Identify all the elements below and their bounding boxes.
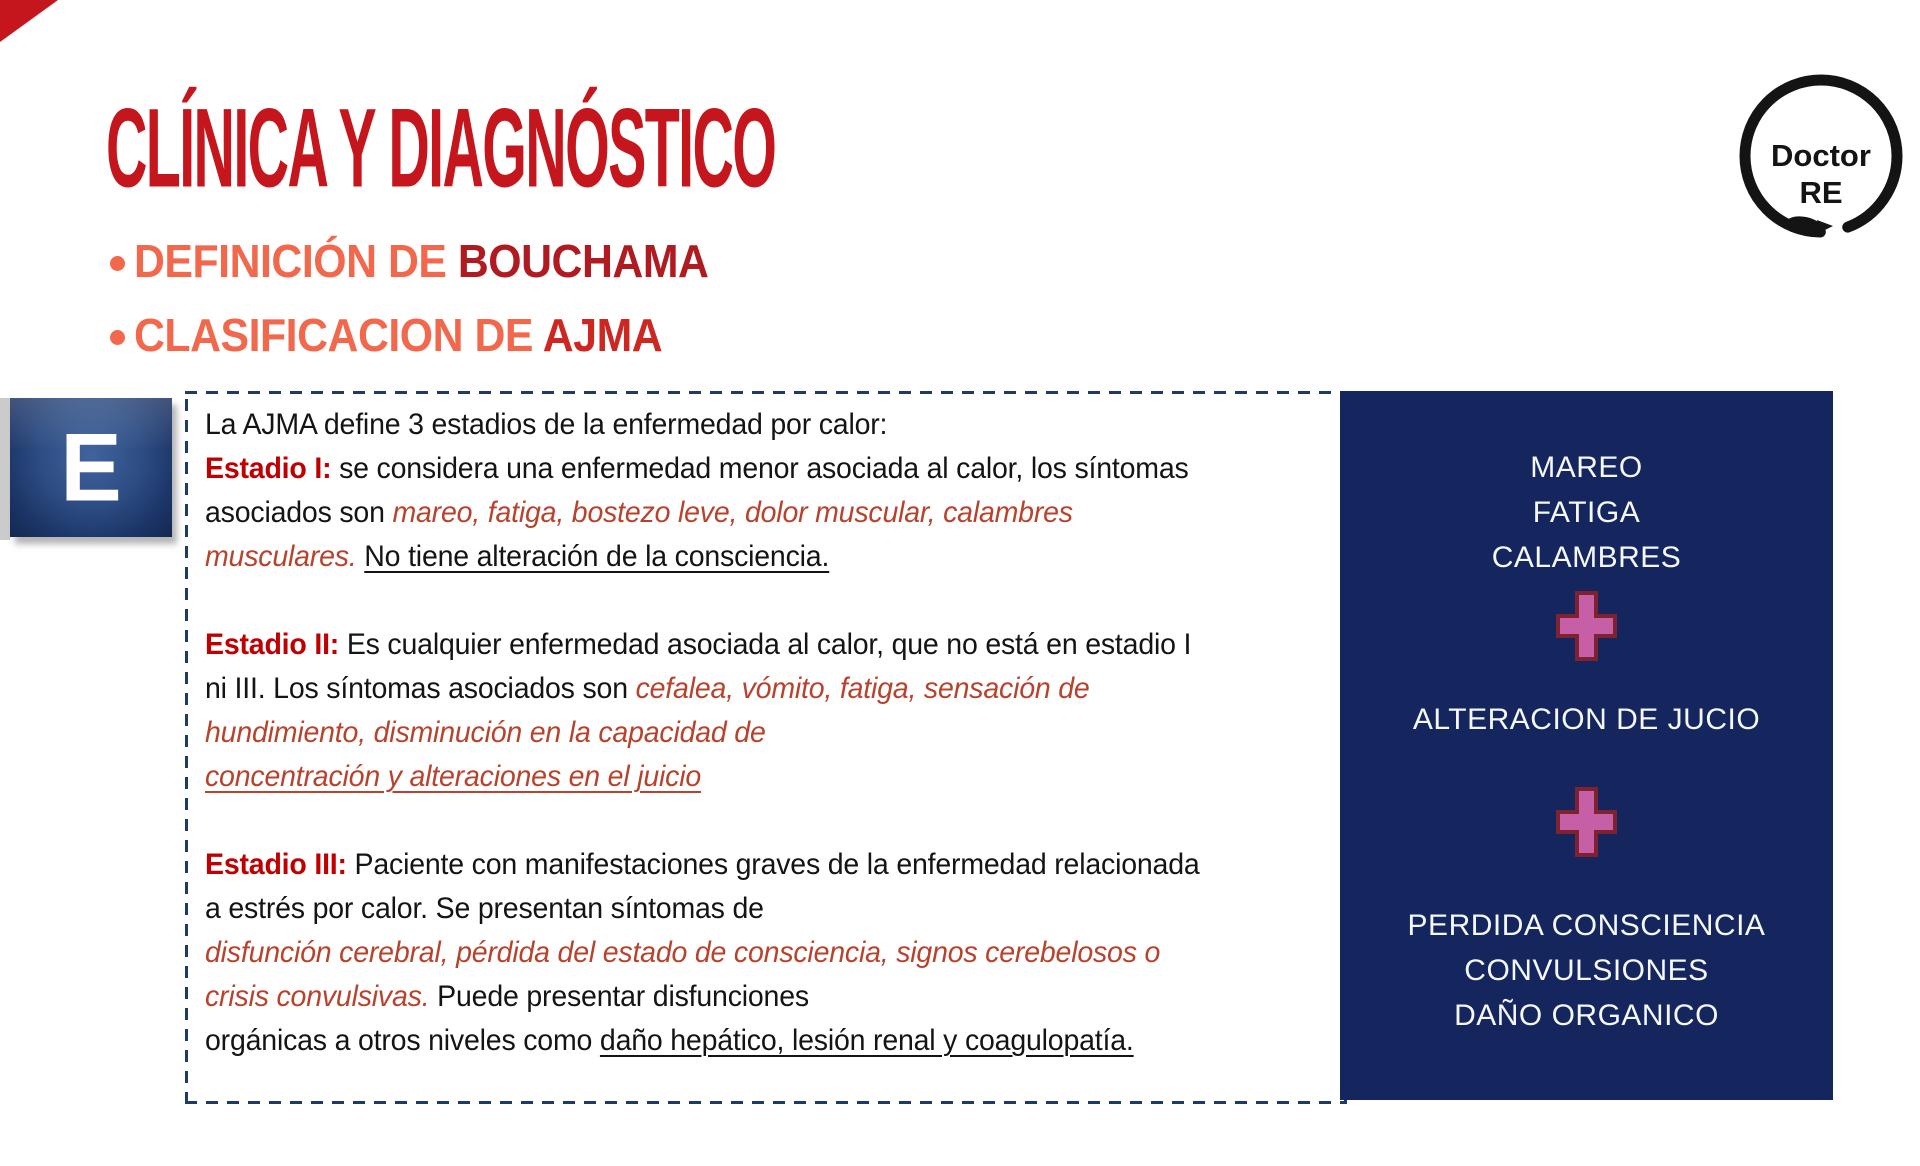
textbox-line: [205, 403, 1431, 447]
logo-circle-icon: [1733, 70, 1909, 250]
textbox-line: [205, 887, 1431, 931]
bullet-item-definicion: [134, 235, 709, 287]
textbox-line: [205, 579, 1431, 623]
text-segment: disfunción cerebral, pérdida del estado de consciencia, signos cerebelosos o: [205, 936, 1161, 969]
textbox-line: [205, 931, 1431, 975]
text-segment: se considera una enfermedad menor asociada al calor, los síntomas: [331, 452, 1189, 485]
symptoms-panel: [1340, 391, 1833, 1100]
text-segment: daño hepático, lesión renal y coagulopatía.: [599, 1024, 1134, 1057]
textbox-line: [205, 623, 1431, 667]
text-segment: [357, 540, 365, 573]
text-segment: concentración y alteraciones en el juicio: [205, 760, 702, 793]
symptom-line: FATIGA: [1532, 496, 1641, 529]
symptom-line: PERDIDA CONSCIENCIA: [1407, 909, 1766, 942]
e-marker-letter: E: [60, 413, 122, 522]
text-segment: La AJMA define 3 estadios de la enfermedad por calor:: [205, 408, 888, 441]
text-segment: ni III. Los síntomas asociados son: [205, 672, 636, 705]
bullet-emphasis: BOUCHAMA: [457, 235, 709, 287]
text-segment: Estadio III:: [205, 848, 347, 881]
text-segment: hundimiento, disminución en la capacidad de: [205, 716, 766, 749]
textbox-line: [205, 711, 1431, 755]
slide-title: CLÍNICA Y DIAGNÓSTICO: [106, 85, 776, 211]
textbox-line: [205, 1019, 1431, 1063]
logo-text-line1: Doctor: [1771, 138, 1871, 173]
text-segment: Puede presentar disfunciones: [429, 980, 809, 1013]
text-segment: cefalea, vómito, fatiga, sensación de: [635, 672, 1090, 705]
textbox-line: [205, 491, 1431, 535]
symptom-group-stage2: [1340, 697, 1833, 742]
symptom-line: ALTERACION DE JUCIO: [1412, 703, 1761, 736]
textbox-line: [205, 975, 1431, 1019]
textbox-line: [205, 535, 1431, 579]
text-segment: Estadio II:: [205, 628, 340, 661]
text-segment: crisis convulsivas.: [205, 980, 430, 1013]
marker-shadow-bar: [0, 398, 10, 540]
bullet-item-clasificacion: [134, 309, 663, 361]
bullet-icon: [110, 330, 125, 345]
symptom-line: CALAMBRES: [1491, 541, 1682, 574]
plus-icon: [1340, 591, 1833, 661]
text-segment: Estadio I:: [205, 452, 332, 485]
symptom-line: MAREO: [1530, 451, 1643, 484]
text-segment: Es cualquier enfermedad asociada al calor, que no está en estadio I: [339, 628, 1192, 661]
bullet-prefix: CLASIFICACION DE: [134, 309, 543, 361]
textbox-line: [205, 843, 1431, 887]
textbox-line: [205, 447, 1431, 491]
corner-accent-icon: [0, 0, 58, 42]
textbox-line: [205, 755, 1431, 799]
text-segment: Paciente con manifestaciones graves de la enfermedad relacionada: [346, 848, 1200, 881]
symptom-line: DAÑO ORGANICO: [1454, 999, 1719, 1032]
text-segment: musculares.: [205, 540, 357, 573]
logo-text-line2: RE: [1799, 175, 1843, 210]
ajma-textbox: [185, 391, 1347, 1104]
symptom-group-stage3: [1340, 903, 1833, 1038]
plus-icon: [1340, 787, 1833, 857]
e-marker-box: [10, 398, 172, 537]
symptom-group-stage1: [1340, 445, 1833, 580]
ajma-textbox-lines: [205, 403, 1431, 1063]
text-segment: a estrés por calor. Se presentan síntomas de: [205, 892, 764, 925]
text-segment: asociados son: [205, 496, 393, 529]
text-segment: mareo, fatiga, bostezo leve, dolor muscular, calambres: [392, 496, 1073, 529]
symptom-line: CONVULSIONES: [1464, 954, 1709, 987]
text-segment: No tiene alteración de la consciencia.: [364, 540, 830, 573]
doctor-re-logo: [1733, 70, 1909, 250]
text-segment: orgánicas a otros niveles como: [205, 1024, 600, 1057]
textbox-line: [205, 667, 1431, 711]
bullet-icon: [110, 256, 125, 271]
bullet-prefix: DEFINICIÓN DE: [134, 235, 458, 287]
bullet-emphasis: AJMA: [542, 309, 663, 361]
textbox-line: [205, 799, 1431, 843]
